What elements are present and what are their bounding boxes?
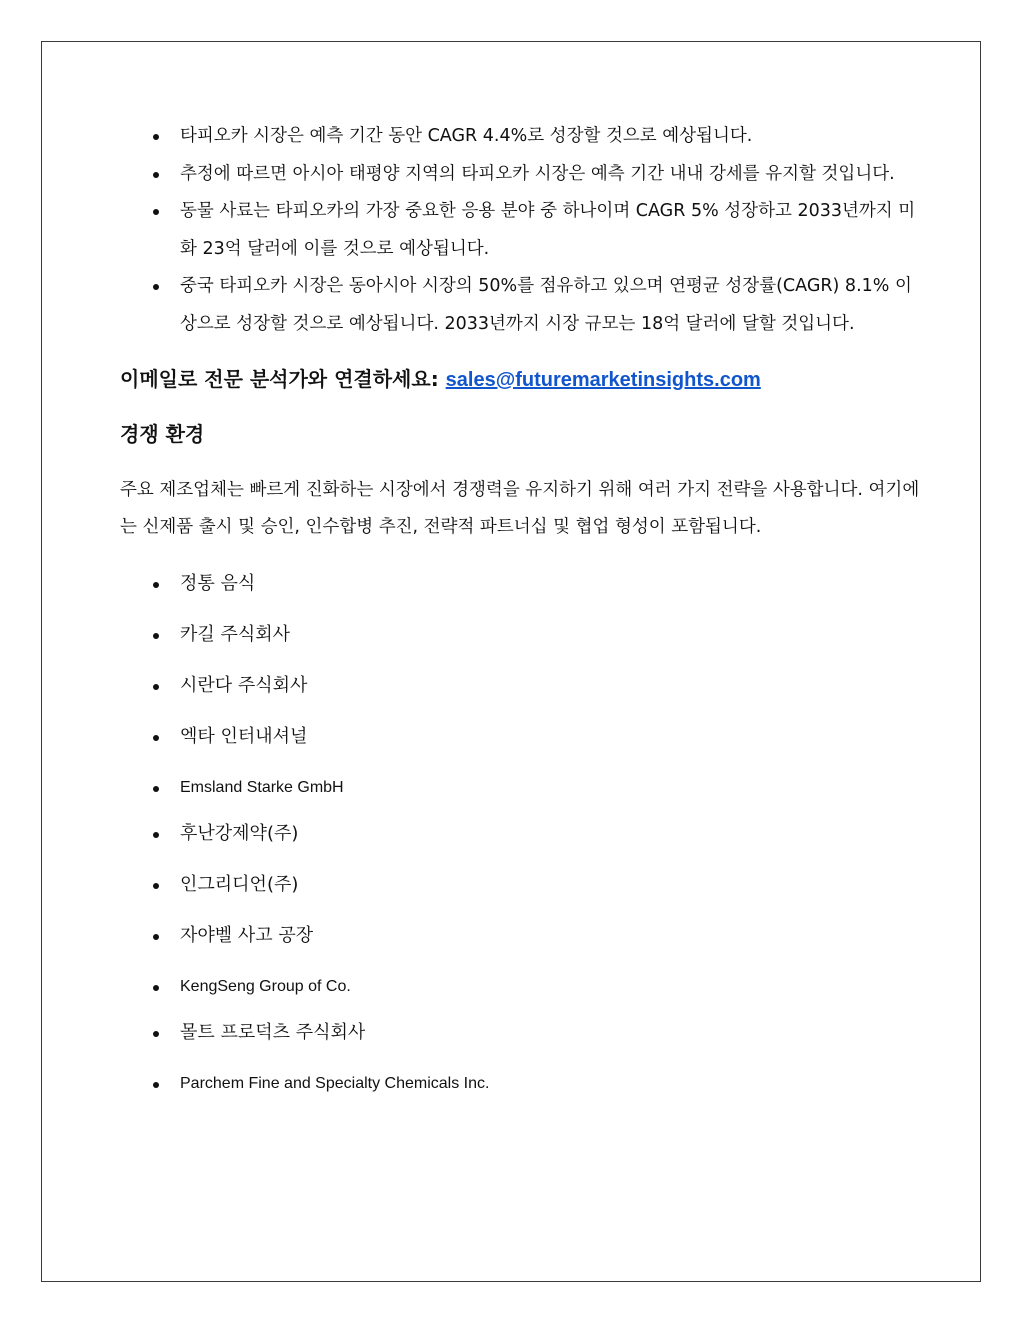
key-point: 타피오카 시장은 예측 기간 동안 CAGR 4.4%로 성장할 것으로 예상됩니다. <box>120 118 920 156</box>
section-heading: 경쟁 환경 <box>120 422 205 446</box>
company-item: 카길 주식회사 <box>120 615 920 666</box>
company-item: 자야벨 사고 공장 <box>120 916 920 967</box>
key-point: 추정에 따르면 아시아 태평양 지역의 타피오카 시장은 예측 기간 내내 강세를 유지할 것입니다. <box>120 156 920 194</box>
document-body <box>120 118 920 1110</box>
contact-label: 이메일로 전문 분석가와 연결하세요: <box>120 367 439 391</box>
company-item: Emsland Starke GmbH <box>120 768 920 814</box>
email-link[interactable]: sales@futuremarketinsights.com <box>445 369 761 391</box>
company-item: 정통 음식 <box>120 564 920 615</box>
company-item: 후난강제약(주) <box>120 814 920 865</box>
company-item: 엑타 인터내셔널 <box>120 717 920 768</box>
key-point: 동물 사료는 타피오카의 가장 중요한 응용 분야 중 하나이며 CAGR 5% 성장하고 2033년까지 미화 23억 달러에 이를 것으로 예상됩니다. <box>120 193 920 268</box>
company-list <box>120 564 920 1110</box>
company-item: KengSeng Group of Co. <box>120 967 920 1013</box>
key-points-list <box>120 118 920 343</box>
competition-paragraph: 주요 제조업체는 빠르게 진화하는 시장에서 경쟁력을 유지하기 위해 여러 가지 전략을 사용합니다. 여기에는 신제품 출시 및 승인, 인수합병 추진, 전략적 파트너십 및 협업 형성이 포함됩니다. <box>120 480 920 537</box>
company-item: 인그리디언(주) <box>120 865 920 916</box>
key-point: 중국 타피오카 시장은 동아시아 시장의 50%를 점유하고 있으며 연평균 성장률(CAGR) 8.1% 이상으로 성장할 것으로 예상됩니다. 2033년까지 시장 규모는 18억 달러에 달할 것입니다. <box>120 268 920 343</box>
company-item: 몰트 프로덕츠 주식회사 <box>120 1013 920 1064</box>
company-item: 시란다 주식회사 <box>120 666 920 717</box>
contact-heading <box>120 359 920 400</box>
company-item: Parchem Fine and Specialty Chemicals Inc. <box>120 1064 920 1110</box>
